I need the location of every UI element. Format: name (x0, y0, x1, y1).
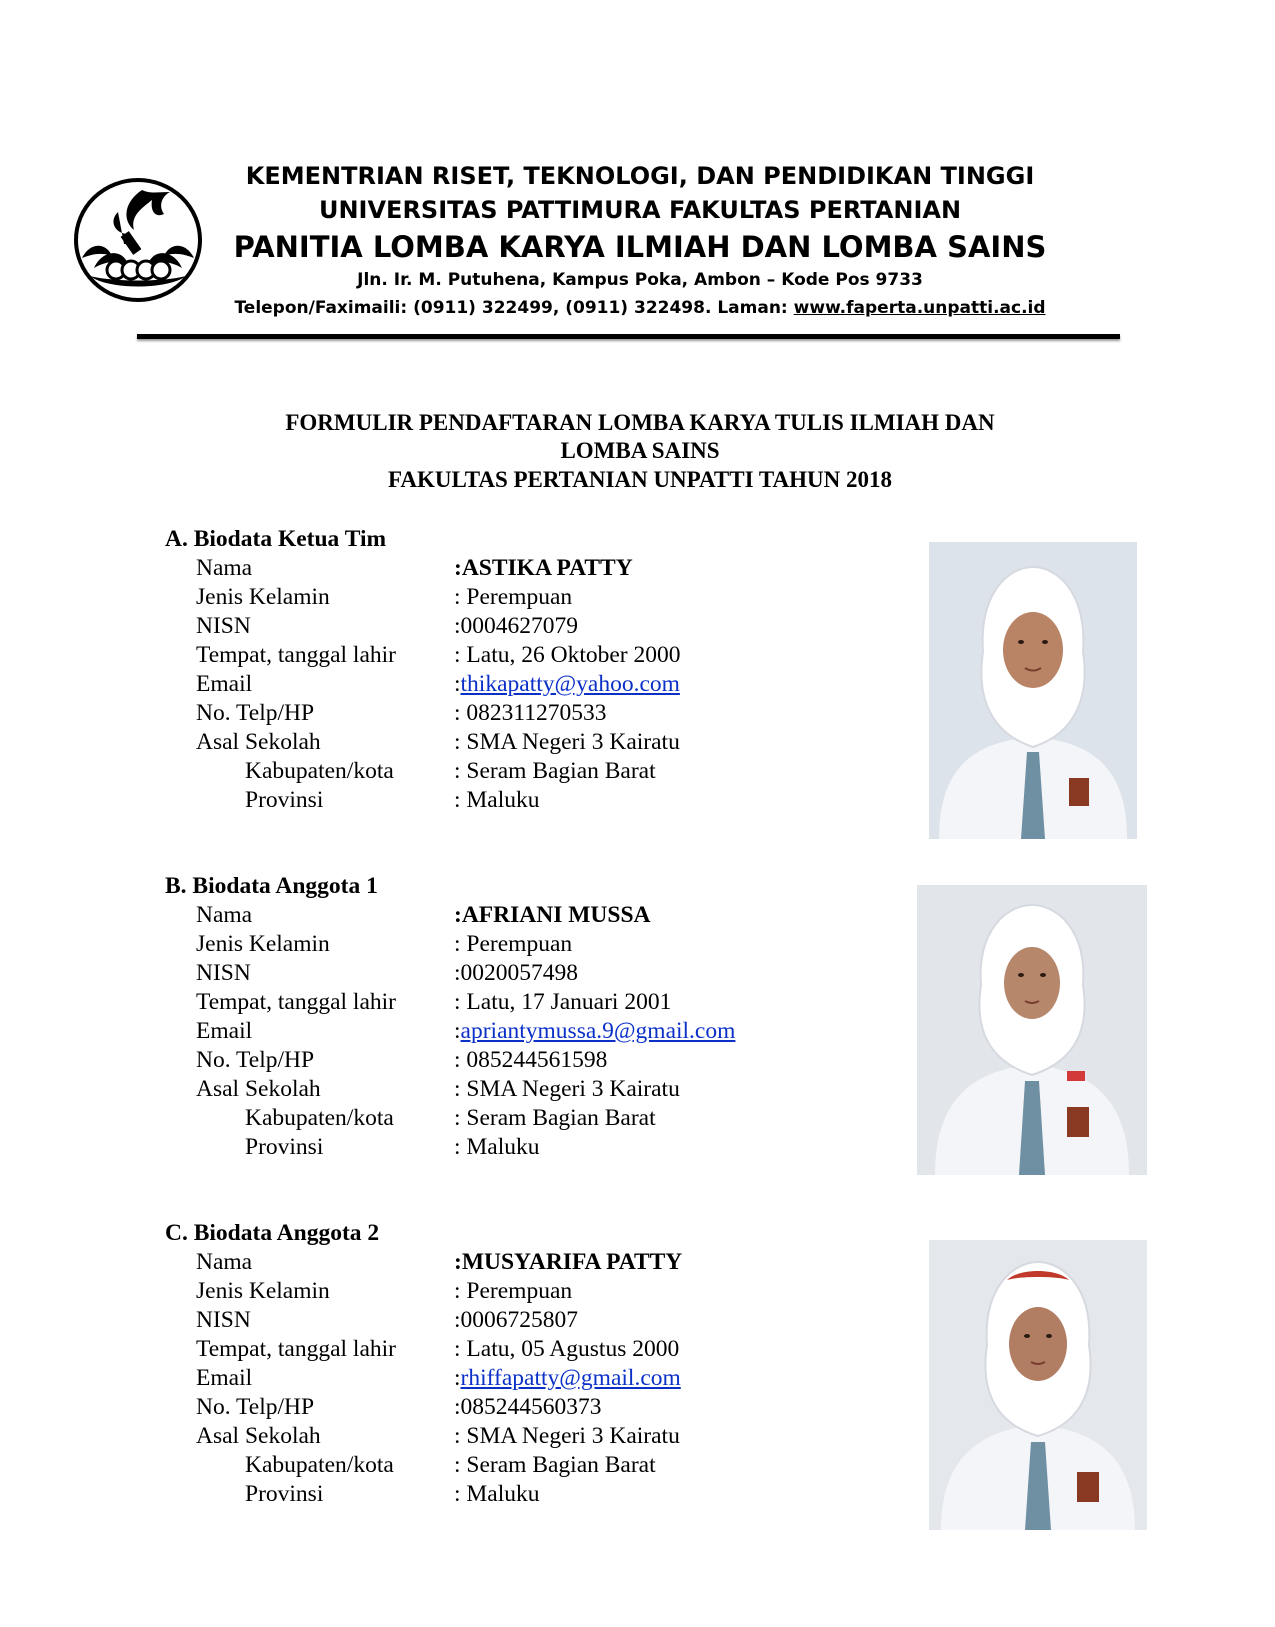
value-sekolah: : SMA Negeri 3 Kairatu (454, 1076, 680, 1102)
label-kabupaten: Kabupaten/kota (245, 1105, 394, 1131)
value-jenis-kelamin: : Perempuan (454, 1278, 573, 1304)
value-email (454, 1364, 681, 1393)
row-sekolah (165, 728, 775, 757)
university-name: UNIVERSITAS PATTIMURA FAKULTAS PERTANIAN (318, 196, 962, 224)
row-telp (165, 1393, 775, 1422)
email-link[interactable]: rhiffapatty@gmail.com (460, 1365, 681, 1391)
value-ttl: : Latu, 26 Oktober 2000 (454, 642, 681, 668)
value-email (454, 670, 680, 699)
ministry-name: KEMENTRIAN RISET, TEKNOLOGI, DAN PENDIDIKAN TINGGI (245, 162, 1035, 190)
label-nisn: NISN (196, 613, 251, 639)
row-sekolah (165, 1422, 775, 1451)
value-nama: :MUSYARIFA PATTY (454, 1249, 683, 1275)
label-sekolah: Asal Sekolah (196, 729, 321, 755)
value-kabupaten: : Seram Bagian Barat (454, 758, 656, 784)
label-jenis-kelamin: Jenis Kelamin (196, 931, 330, 957)
email-colon: : (454, 671, 461, 697)
value-ttl: : Latu, 17 Januari 2001 (454, 989, 672, 1015)
row-ttl (165, 641, 775, 670)
label-provinsi: Provinsi (245, 787, 324, 813)
row-nisn (165, 1306, 775, 1335)
label-kabupaten: Kabupaten/kota (245, 758, 394, 784)
label-jenis-kelamin: Jenis Kelamin (196, 1278, 330, 1304)
address: Jln. Ir. M. Putuhena, Kampus Poka, Ambon – Kode Pos 9733 (357, 270, 923, 290)
label-email: Email (196, 1018, 253, 1044)
value-sekolah: : SMA Negeri 3 Kairatu (454, 729, 680, 755)
form-title-line-3: FAKULTAS PERTANIAN UNPATTI TAHUN 2018 (388, 467, 892, 492)
value-telp: : 085244561598 (454, 1047, 608, 1073)
row-nama (165, 901, 775, 930)
label-kabupaten: Kabupaten/kota (245, 1452, 394, 1478)
value-kabupaten: : Seram Bagian Barat (454, 1105, 656, 1131)
email-colon: : (454, 1365, 461, 1391)
label-telp: No. Telp/HP (196, 1047, 315, 1073)
contact-line (190, 298, 1090, 318)
label-nama: Nama (196, 1249, 253, 1275)
committee-name: PANITIA LOMBA KARYA ILMIAH DAN LOMBA SAINS (233, 230, 1047, 264)
row-jenis-kelamin (165, 583, 775, 612)
label-provinsi: Provinsi (245, 1481, 324, 1507)
email-link[interactable]: apriantymussa.9@gmail.com (460, 1018, 736, 1044)
row-nisn (165, 612, 775, 641)
label-nama: Nama (196, 902, 253, 928)
section-heading: B. Biodata Anggota 1 (165, 873, 378, 899)
value-provinsi: : Maluku (454, 787, 540, 813)
email-link[interactable]: thikapatty@yahoo.com (460, 671, 680, 697)
row-ttl (165, 988, 775, 1017)
row-jenis-kelamin (165, 1277, 775, 1306)
label-jenis-kelamin: Jenis Kelamin (196, 584, 330, 610)
label-ttl: Tempat, tanggal lahir (196, 989, 396, 1015)
form-title-line-2: LOMBA SAINS (560, 438, 720, 463)
university-logo (72, 172, 204, 308)
row-telp (165, 1046, 775, 1075)
label-nisn: NISN (196, 960, 251, 986)
section-heading: C. Biodata Anggota 2 (165, 1220, 380, 1246)
photo-anggota-1 (917, 885, 1147, 1175)
value-jenis-kelamin: : Perempuan (454, 584, 573, 610)
value-nama: :ASTIKA PATTY (454, 555, 633, 581)
row-nama (165, 1248, 775, 1277)
value-provinsi: : Maluku (454, 1134, 540, 1160)
label-ttl: Tempat, tanggal lahir (196, 642, 396, 668)
value-nisn: :0004627079 (454, 613, 579, 639)
website-link[interactable]: www.faperta.unpatti.ac.id (793, 298, 1046, 318)
label-nisn: NISN (196, 1307, 251, 1333)
label-ttl: Tempat, tanggal lahir (196, 1336, 396, 1362)
row-email (165, 670, 775, 699)
label-provinsi: Provinsi (245, 1134, 324, 1160)
label-nama: Nama (196, 555, 253, 581)
value-telp: :085244560373 (454, 1394, 602, 1420)
value-nisn: :0020057498 (454, 960, 579, 986)
label-email: Email (196, 1365, 253, 1391)
row-sekolah (165, 1075, 775, 1104)
label-telp: No. Telp/HP (196, 700, 315, 726)
row-kabupaten (165, 757, 775, 786)
value-provinsi: : Maluku (454, 1481, 540, 1507)
value-telp: : 082311270533 (454, 700, 607, 726)
row-email (165, 1017, 775, 1046)
section-anggota-1 (165, 872, 775, 1162)
email-colon: : (454, 1018, 461, 1044)
row-telp (165, 699, 775, 728)
row-email (165, 1364, 775, 1393)
value-jenis-kelamin: : Perempuan (454, 931, 573, 957)
value-email (454, 1017, 735, 1046)
row-nisn (165, 959, 775, 988)
value-kabupaten: : Seram Bagian Barat (454, 1452, 656, 1478)
label-sekolah: Asal Sekolah (196, 1423, 321, 1449)
label-telp: No. Telp/HP (196, 1394, 315, 1420)
section-ketua-tim (165, 525, 775, 815)
row-kabupaten (165, 1104, 775, 1133)
value-nama: :AFRIANI MUSSA (454, 902, 651, 928)
form-title-line-1: FORMULIR PENDAFTARAN LOMBA KARYA TULIS ILMIAH DAN (285, 410, 995, 435)
section-heading: A. Biodata Ketua Tim (165, 526, 387, 552)
value-sekolah: : SMA Negeri 3 Kairatu (454, 1423, 680, 1449)
letterhead-divider (137, 334, 1120, 339)
value-nisn: :0006725807 (454, 1307, 579, 1333)
row-ttl (165, 1335, 775, 1364)
row-provinsi (165, 786, 775, 815)
row-jenis-kelamin (165, 930, 775, 959)
row-nama (165, 554, 775, 583)
label-sekolah: Asal Sekolah (196, 1076, 321, 1102)
row-kabupaten (165, 1451, 775, 1480)
row-provinsi (165, 1480, 775, 1509)
row-provinsi (165, 1133, 775, 1162)
value-ttl: : Latu, 05 Agustus 2000 (454, 1336, 680, 1362)
section-anggota-2 (165, 1219, 775, 1509)
label-email: Email (196, 671, 253, 697)
contact-text: Telepon/Faximaili: (0911) 322499, (0911) 322498. Laman: (234, 298, 794, 318)
photo-anggota-2 (929, 1240, 1147, 1530)
photo-ketua-tim (929, 542, 1137, 839)
